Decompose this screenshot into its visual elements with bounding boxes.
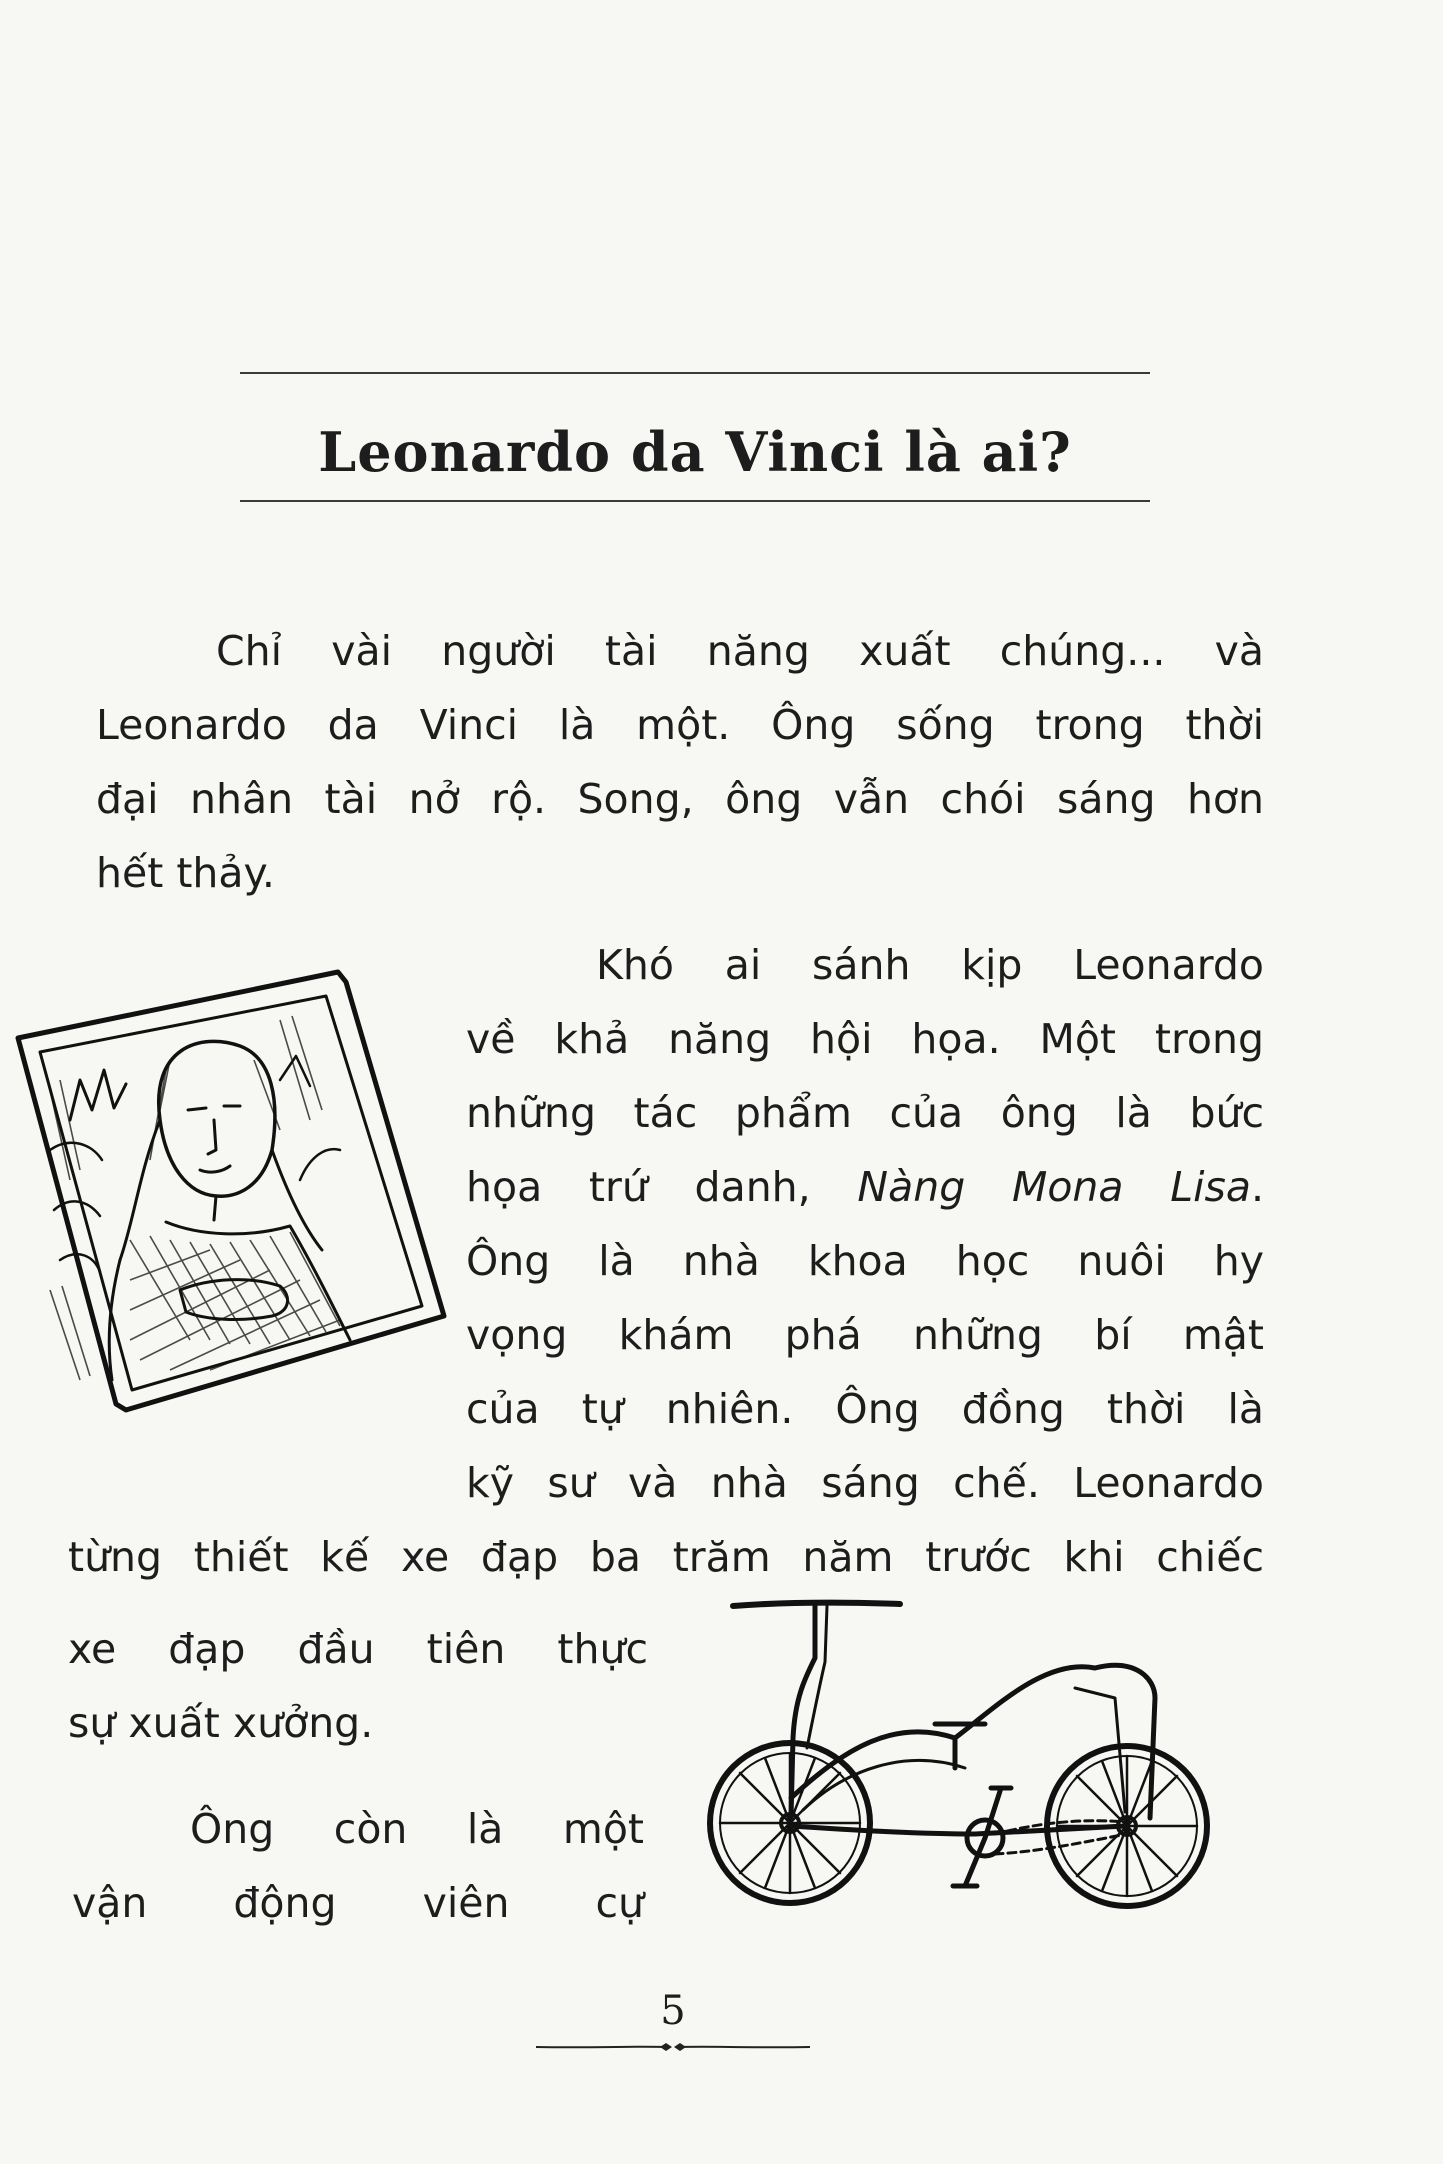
text-run: họa trứ danh, <box>466 1163 858 1211</box>
paragraph-2 <box>466 928 1264 1520</box>
paragraph-3 <box>72 1792 644 1940</box>
paragraph-2-continued <box>68 1520 1264 1594</box>
page-title: Leonardo da Vinci là ai? <box>318 420 1072 484</box>
text-line: Ông còn là một <box>190 1805 644 1853</box>
text-line: của tự nhiên. Ông đồng thời là <box>466 1385 1264 1433</box>
text-line: Khó ai sánh kịp Leonardo <box>596 941 1264 989</box>
text-line: vọng khám phá những bí mật <box>466 1311 1264 1359</box>
text-line: xe đạp đầu tiên thực <box>68 1625 648 1673</box>
text-line: sự xuất xưởng. <box>68 1699 374 1747</box>
text-line: đại nhân tài nở rộ. Song, ông vẫn chói sáng hơn <box>96 775 1264 823</box>
title-rule-top <box>240 372 1150 374</box>
text-line: về khả năng hội họa. Một trong <box>466 1015 1264 1063</box>
text-line: vận động viên cự <box>72 1879 644 1927</box>
text-line: kỹ sư và nhà sáng chế. Leonardo <box>466 1459 1264 1507</box>
text-line: từng thiết kế xe đạp ba trăm năm trước khi chiếc <box>68 1533 1264 1581</box>
text-line <box>466 1150 1264 1224</box>
page-number: 5 <box>660 1988 686 2034</box>
text-line: Ông là nhà khoa học nuôi hy <box>466 1237 1264 1285</box>
artwork-title: Nàng Mona Lisa <box>857 1163 1251 1211</box>
text-run: . <box>1250 1163 1264 1211</box>
text-line: Chỉ vài người tài năng xuất chúng... và <box>216 627 1264 675</box>
bicycle-sketch <box>695 1598 1235 1918</box>
title-rule-bottom <box>240 500 1150 502</box>
text-line: những tác phẩm của ông là bức <box>466 1089 1264 1137</box>
paragraph-2-continued-narrow <box>68 1612 648 1760</box>
text-line: hết thảy. <box>96 849 275 897</box>
mona-lisa-sketch <box>10 960 450 1430</box>
page-ornament <box>536 2040 810 2054</box>
bleed-through <box>120 170 133 244</box>
text-line: Leonardo da Vinci là một. Ông sống trong thời <box>96 701 1264 749</box>
paragraph-1 <box>96 614 1264 910</box>
